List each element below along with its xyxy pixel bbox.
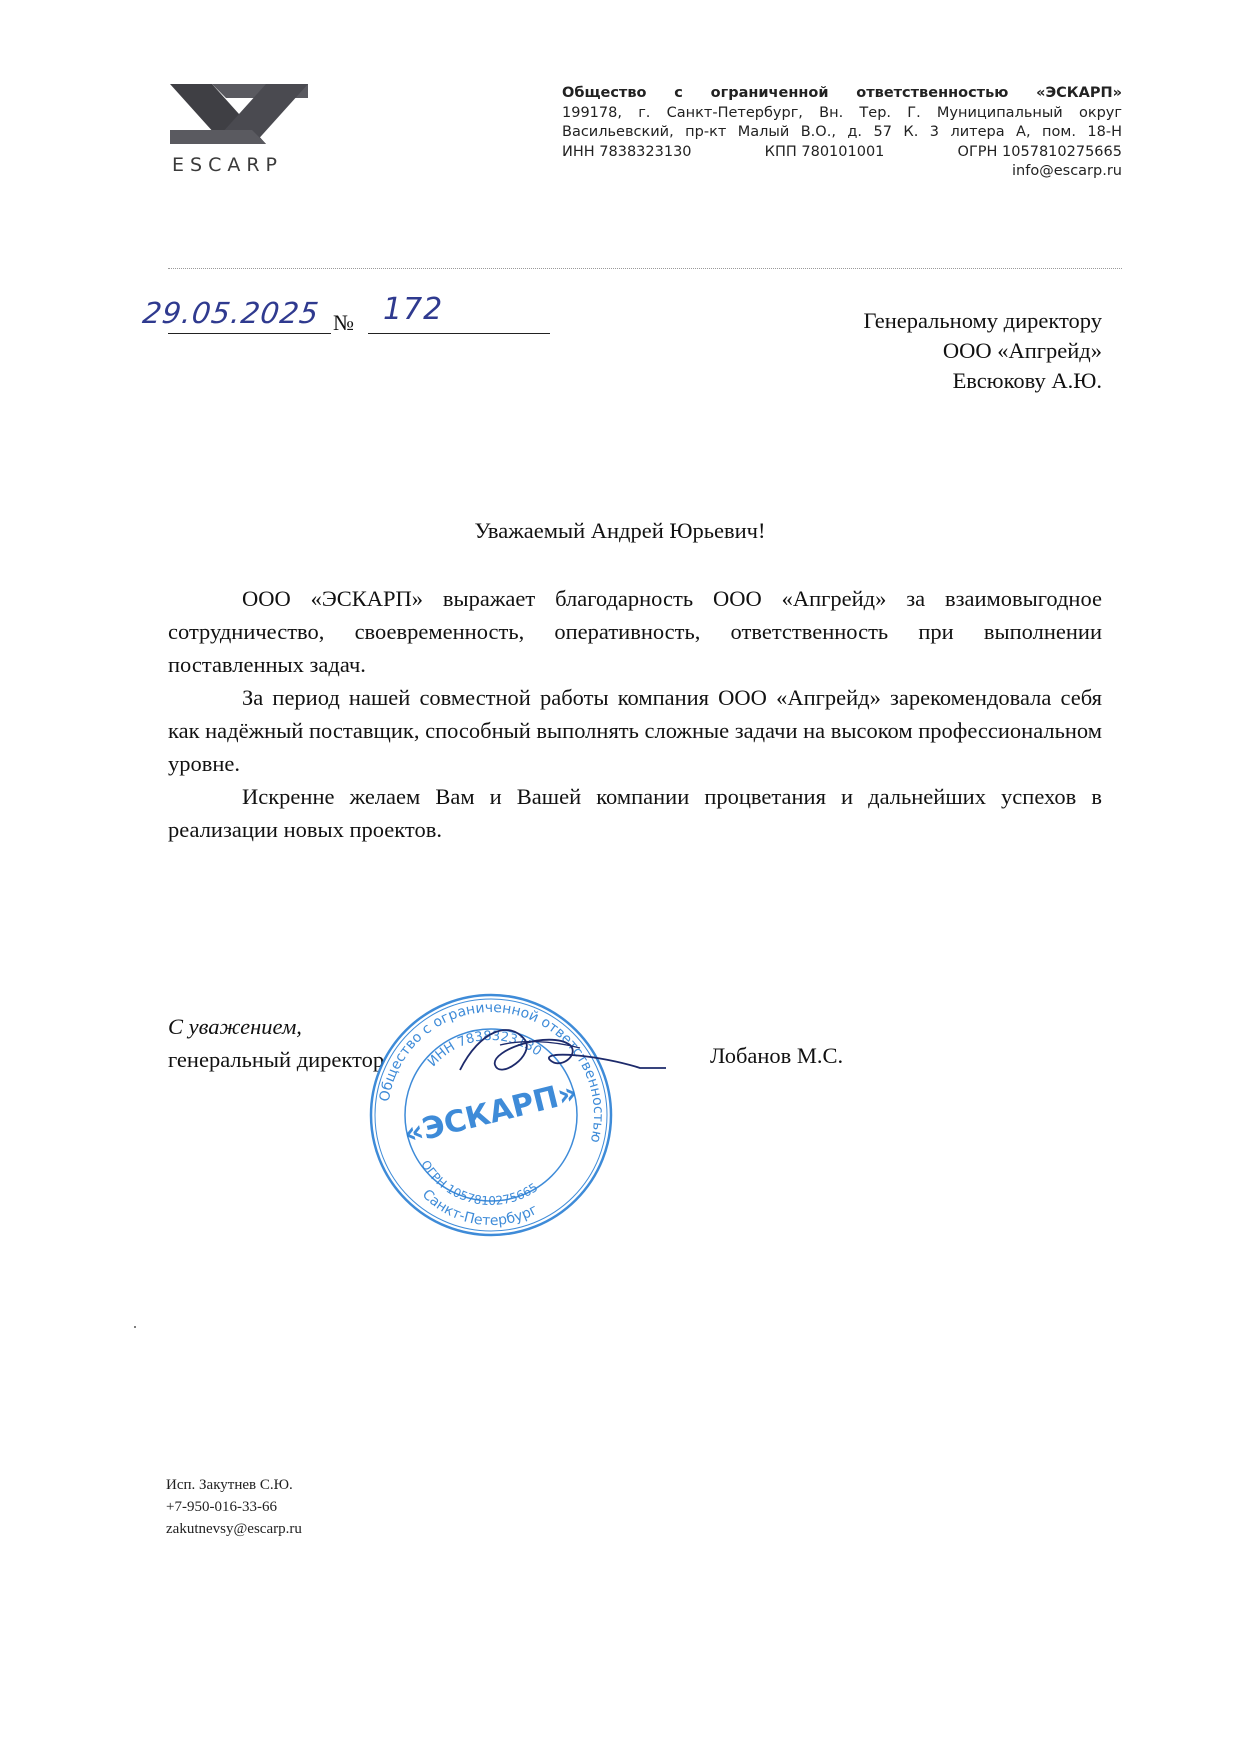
date-underline [168, 333, 331, 334]
signer-name: Лобанов М.С. [710, 1043, 844, 1068]
handwritten-signature [440, 1010, 670, 1100]
executor-info [166, 1474, 302, 1540]
company-logo [170, 84, 315, 176]
letter-paragraph: ООО «ЭСКАРП» выражает благодарность ООО «Апгрейд» за взаимовыгодное сотрудничество, своевременность, оперативность, ответственность при выполнении поставленных задач. [168, 586, 1102, 677]
handwritten-date: 29.05.2025 [140, 296, 322, 330]
signature-block [168, 1010, 384, 1076]
executor-email: zakutnevsy@escarp.ru [166, 1521, 302, 1537]
closing-phrase: С уважением, [168, 1014, 302, 1039]
stamp-city: Санкт-Петербург [418, 1186, 541, 1230]
company-ogrn: ОГРН 1057810275665 [957, 143, 1122, 160]
header-divider [168, 268, 1122, 269]
number-label: № [333, 310, 354, 335]
letter-body [168, 582, 1102, 846]
addressee-position: Генеральному директору [863, 308, 1102, 333]
stamp-outer-text: Общество с ограниченной ответственностью [376, 999, 607, 1145]
company-inn: ИНН 7838323130 [562, 143, 692, 160]
addressee-company: ООО «Апгрейд» [942, 338, 1102, 363]
company-email: info@escarp.ru [1012, 163, 1122, 179]
stamp-inn: ИНН 7838323130 [425, 1028, 545, 1070]
handwritten-number: 172 [383, 292, 444, 327]
executor-name: Исп. Закутнев С.Ю. [166, 1477, 293, 1493]
escarp-x-mark [170, 84, 308, 144]
addressee-name: Евсюкову А.Ю. [952, 368, 1102, 393]
letter-paragraph: Искренне желаем Вам и Вашей компании процветания и дальнейших успехов в реализации новых проектов. [168, 784, 1102, 842]
stamp-center-name: «ЭСКАРП» [400, 1075, 582, 1153]
addressee-block [863, 306, 1102, 396]
executor-phone: +7-950-016-33-66 [166, 1499, 277, 1515]
company-codes [562, 143, 1122, 163]
company-kpp: КПП 780101001 [764, 143, 885, 160]
number-underline [368, 333, 550, 334]
company-requisites [562, 84, 1122, 182]
registration-line [140, 292, 548, 340]
company-address-line1: 199178, г. Санкт-Петербург, Вн. Тер. Г. Муниципальный округ [562, 104, 1122, 121]
signer-position: генеральный директор [168, 1047, 385, 1072]
letter-greeting: Уважаемый Андрей Юрьевич! [474, 518, 766, 543]
stamp-ogrn: ОГРН 1057810275665 [418, 1157, 541, 1209]
company-name: Общество с ограниченной ответственностью «ЭСКАРП» [562, 85, 1122, 101]
letter-paragraph: За период нашей совместной работы компания ООО «Апгрейд» зарекомендовала себя как надёжный поставщик, способный выполнять сложные задачи на высоком профессиональном уровне. [168, 685, 1102, 776]
scan-speck [134, 1326, 136, 1328]
company-address-line2: Васильевский, пр-кт Малый В.О., д. 57 К. 3 литера А, пом. 18-Н [562, 124, 1122, 140]
logo-wordmark: ESCARP [172, 154, 283, 176]
